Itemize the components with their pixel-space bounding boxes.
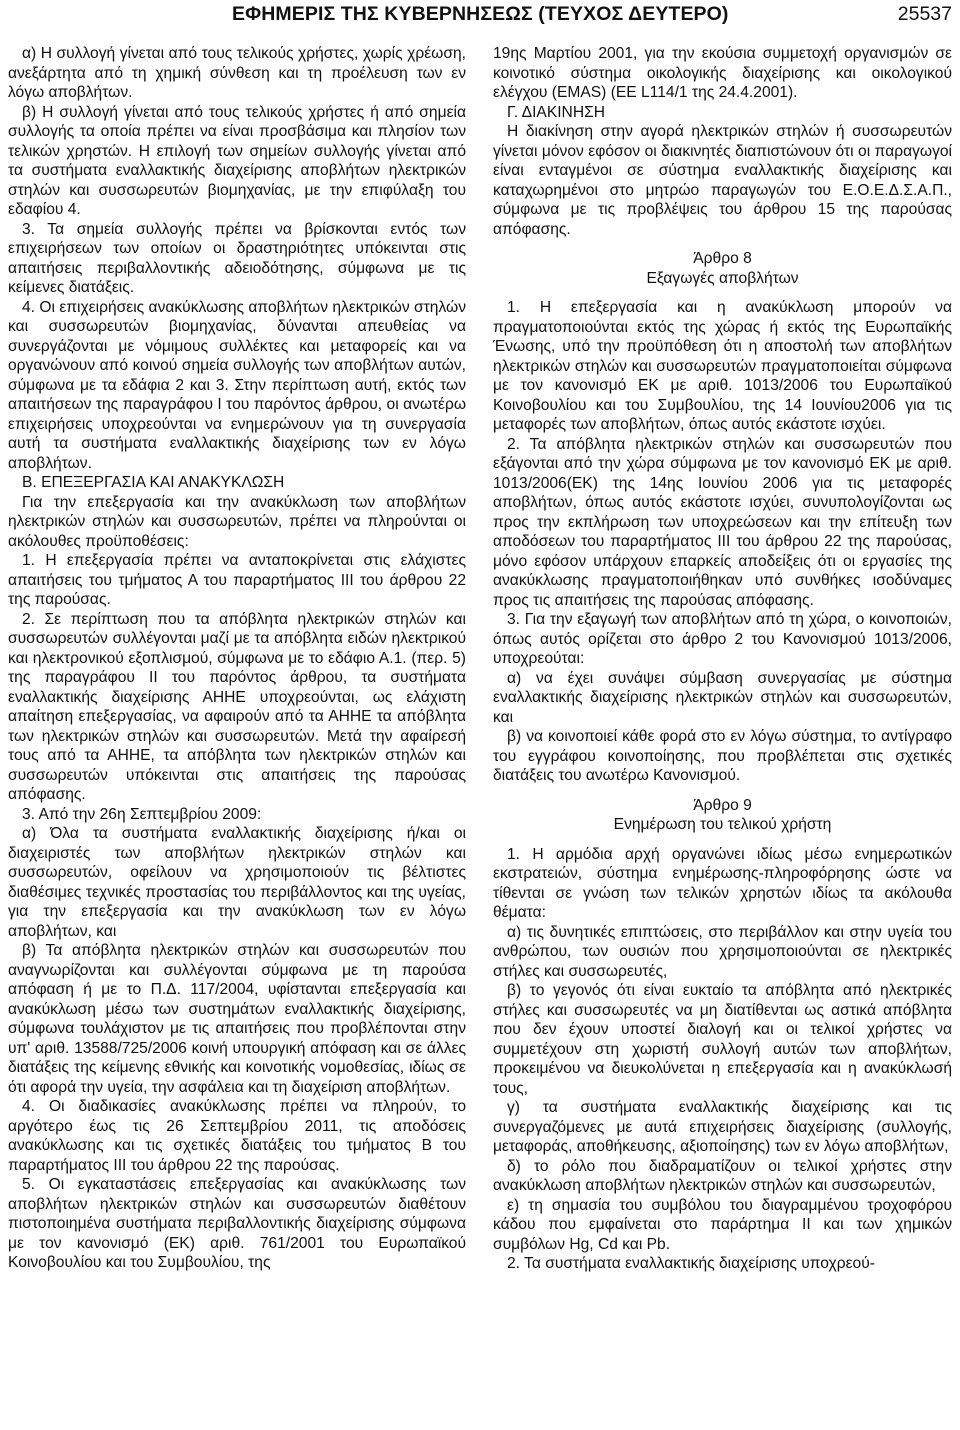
paragraph: 19ης Μαρτίου 2001, για την εκούσια συμμετοχή οργανισμών σε κοινοτικό σύστημα οικολογικής διαχείρισης και οικολογικού ελέγχου (EMAS) (ΕΕ L114/1 της 24.4.2001). <box>493 45 952 101</box>
paragraph: 1. Η επεξεργασία πρέπει να ανταποκρίνεται στις ελάχιστες απαιτήσεις του τμήματος Α του παραρτήματος III του άρθρου 22 της παρούσας. <box>8 552 466 608</box>
paragraph: 2. Τα συστήματα εναλλακτικής διαχείρισης υποχρεού- <box>507 1255 875 1272</box>
paragraph: ε) τη σημασία του συμβόλου του διαγραμμένου τροχοφόρου κάδου που εμφαίνεται στο παράρτημα ΙΙ και των χημικών συμβόλων Hg, Cd και Pb. <box>493 1196 952 1253</box>
paragraph: 2. Σε περίπτωση που τα απόβλητα ηλεκτρικών στηλών και συσσωρευτών συλλέγονται μαζί με τα απόβλητα ειδών ηλεκτρικού και ηλεκτρονικού εξοπλισμού, σύμφωνα με το εδάφιο Α.1. (περ. 5) της παραγράφου ΙΙ του παρόντος άρθρου, τα συστήματα εναλλακτικής διαχείρισης ΑΗΗΕ υποχρεούνται, ως ελάχιστη απαίτηση επεξεργασίας, να αφαιρούν από τα ΑΗΗΕ τα απόβλητα των ηλεκτρικών στηλών και συσσωρευτών. Μετά την αφαίρεσή τους από τα ΑΗΗΕ, τα απόβλητα των ηλεκτρικών στηλών και συσσωρευτών υπόκεινται στις απαιτήσεις της παρούσας απόφασης. <box>8 610 466 803</box>
paragraph: β) Τα απόβλητα ηλεκτρικών στηλών και συσσωρευτών που αναγνωρίζονται και συλλέγονται σύμφωνα με τη παρούσα απόφαση ή με το Π.Δ. 117/2004, υφίστανται επεξεργασία και ανακύκλωση μέσω των συστημάτων εναλλακτικής διαχείρισης, σύμφωνα τουλάχιστον με τις απαιτήσεις που προβλέπονται στην υπ' αριθ. 13588/725/2006 κοινή υπουργική απόφαση και σε άλλες διατάξεις της κείμενης εθνικής και κοινοτικής νομοθεσίας, ιδίως σε ότι αφορά την υγεία, την ασφάλεια και τη διαχείριση αποβλήτων. <box>8 942 466 1096</box>
page-number: 25537 <box>897 3 952 25</box>
section-heading: Γ. ΔΙΑΚΙΝΗΣΗ <box>507 103 605 121</box>
paragraph: β) το γεγονός ότι είναι ευκταίο τα απόβλητα από ηλεκτρικές στήλες και συσσωρευτές να μη διατίθενται ως αστικά απόβλητα που δεν έχουν υποστεί διαλογή και οι τελικοί χρήστες να συμμετέχουν στη χωριστή συλλογή αυτών των αποβλήτων, προκειμένου να διευκολύνεται η επεξεργασία και η ανακύκλωσή τους, <box>493 982 952 1097</box>
paragraph: Για την επεξεργασία και την ανακύκλωση των αποβλήτων ηλεκτρικών στηλών και συσσωρευτών, πρέπει να πληρούνται οι ακόλουθες προϋποθέσεις: <box>8 493 466 550</box>
paragraph: Η διακίνηση στην αγορά ηλεκτρικών στηλών ή συσσωρευτών γίνεται μόνον εφόσον οι διακινητές διαπιστώνουν ότι οι παραγωγοί είναι ενταγμένοι σε σύστημα εναλλακτικής διαχείρισης και καταχωρημένοι στο μητρώο παραγωγών του Ε.Ο.Ε.Δ.Σ.Α.Π., σύμφωνα με τις προβλέψεις του άρθρου 15 της παρούσας απόφασης. <box>493 123 952 238</box>
article-8-title: Άρθρο 8 <box>693 250 752 267</box>
page-header <box>0 0 960 32</box>
paragraph: α) να έχει συνάψει σύμβαση συνεργασίας με σύστημα εναλλακτικής διαχείρισης ηλεκτρικών στηλών και συσσωρευτών, και <box>493 669 952 726</box>
paragraph: α) τις δυνητικές επιπτώσεις, στο περιβάλλον και στην υγεία του ανθρώπου, των ουσιών που χρησιμοποιούνται σε ηλεκτρικές στήλες και συσσωρευτές, <box>493 923 952 980</box>
paragraph: 4. Οι διαδικασίες ανακύκλωσης πρέπει να πληρούν, το αργότερο έως τις 26 Σεπτεμβρίου 2011, τις αποδόσεις ανακύκλωσης και τις σχετικές διατάξεις του τμήματος Β του παραρτήματος III του άρθρου 22 της παρούσας. <box>8 1098 466 1174</box>
paragraph: 1. Η επεξεργασία και η ανακύκλωση μπορούν να πραγματοποιούνται εκτός της χώρας ή εκτός της Ευρωπαϊκής Ένωσης, υπό την προϋπόθεση ότι η αποστολή των αποβλήτων ηλεκτρικών στηλών και συσσωρευτών πραγματοποιείται σύμφωνα με τον κανονισμό ΕΚ με αριθ. 1013/2006 του Ευρωπαϊκού Κοινοβουλίου και του Συμβουλίου, της 14 Ιουνίου2006 για τις μεταφορές των αποβλήτων, όπως αυτός εκάστοτε ισχύει. <box>493 299 952 433</box>
paragraph: β) να κοινοποιεί κάθε φορά στο εν λόγω σύστημα, το αντίγραφο του εγγράφου κοινοποίησης, που προβλέπεται στις σχετικές διατάξεις του ανωτέρω Κανονισμού. <box>493 728 952 784</box>
paragraph: β) Η συλλογή γίνεται από τους τελικούς χρήστες ή από σημεία συλλογής τα οποία πρέπει να είναι προσβάσιμα και πλησίον των τελικών χρηστών. Η επιλογή των σημείων συλλογής γίνεται από τα συστήματα εναλλακτικής διαχείρισης αποβλήτων ηλεκτρικών στηλών και συσσωρευτών βιομηχανίας, με την επιφύλαξη του εδαφίου 4. <box>8 103 466 218</box>
paragraph: 4. Οι επιχειρήσεις ανακύκλωσης αποβλήτων ηλεκτρικών στηλών και συσσωρευτών βιομηχανίας, δύνανται απευθείας να συνεργάζονται με νόμιμους συλλέκτες και μεταφορείς και να οργανώνουν από κοινού σημεία συλλογής των αποβλήτων αυτών, σύμφωνα με τα εδάφια 2 και 3. Στην περίπτωση αυτή, εκτός των απαιτήσεων της παραγράφου Ι του παρόντος άρθρου, οι ανωτέρω επιχειρήσεις υποχρεούνται να ενημερώνουν για τη συνεργασία αυτή τα συστήματα εναλλακτικής διαχείρισης των εν λόγω αποβλήτων. <box>8 298 466 472</box>
paragraph: 5. Οι εγκαταστάσεις επεξεργασίας και ανακύκλωσης των αποβλήτων ηλεκτρικών στηλών και συσσωρευτών διαθέτουν πιστοποιημένα συστήματα περιβαλλοντικής διαχείρισης σύμφωνα με τον κανονισμό (ΕΚ) αριθ. 761/2001 του Ευρωπαϊκού Κοινοβουλίου και του Συμβουλίου, της <box>8 1176 466 1271</box>
paragraph: 3. Τα σημεία συλλογής πρέπει να βρίσκονται εντός των επιχειρήσεων των οποίων οι δραστηριότητες υπόκεινται στις απαιτήσεις περιβαλλοντικής αδειοδότησης, σύμφωνα με τις κείμενες διατάξεις. <box>8 220 466 296</box>
paragraph: 2. Τα απόβλητα ηλεκτρικών στηλών και συσσωρευτών που εξάγονται από την χώρα σύμφωνα με τον κανονισμό ΕΚ με αριθ. 1013/2006(ΕΚ) της 14ης Ιουνίου 2006 για τις μεταφορές αποβλήτων, όπως αυτός εκάστοτε ισχύει, συνυπολογίζονται ως προς την εκπλήρωση των υποχρεώσεων και την επίτευξη των αποδόσεων του παραρτήματος III του άρθρου 22 της παρούσας, μόνο εφόσον υπάρχουν επαρκείς αποδείξεις ότι οι εργασίες της ανακύκλωσης πραγματοποιήθηκαν υπό συνθήκες ισοδύναμες προς τις απαιτήσεις της παρούσας απόφασης. <box>493 435 952 609</box>
paragraph: α) Η συλλογή γίνεται από τους τελικούς χρήστες, χωρίς χρέωση, ανεξάρτητα από τη χημική σύνθεση και τη προέλευση των εν λόγω αποβλήτων. <box>8 45 466 101</box>
paragraph: 3. Για την εξαγωγή των αποβλήτων από τη χώρα, ο κοινοποιών, όπως αυτός ορίζεται στο άρθρο 2 του Κανονισμού 1013/2006, υποχρεούται: <box>493 611 952 667</box>
article-8-subtitle: Εξαγωγές αποβλήτων <box>646 269 799 287</box>
paragraph: α) Όλα τα συστήματα εναλλακτικής διαχείρισης ή/και οι διαχειριστές των αποβλήτων ηλεκτρικών στηλών και συσσωρευτών, οφείλουν να χρησιμοποιούν τις βέλτιστες διαθέσιμες τεχνικές προστασίας του περιβάλλοντος και της υγείας, για την επεξεργασία και την ανακύκλωση των εν λόγω αποβλήτων, και <box>8 825 466 940</box>
paragraph: γ) τα συστήματα εναλλακτικής διαχείρισης και τις συνεργαζόμενες με αυτά επιχειρήσεις διαχείρισης (συλλογής, μεταφοράς, αποθήκευσης, αξιοποίησης) των εν λόγω αποβλήτων, <box>493 1099 952 1155</box>
paragraph: Β. ΕΠΕΞΕΡΓΑΣΙΑ ΚΑΙ ΑΝΑΚΥΚΛΩΣΗ <box>22 474 285 491</box>
article-9-title: Άρθρο 9 <box>693 796 752 814</box>
right-column <box>493 44 952 1274</box>
paragraph: 1. Η αρμόδια αρχή οργανώνει ιδίως μέσω ενημερωτικών εκστρατειών, σύστημα ενημέρωσης-πληροφόρησης ώστε να τίθενται σε γνώση των τελικών χρηστών ιδίως τα ακόλουθα θέματα: <box>493 845 952 921</box>
paragraph: δ) το ρόλο που διαδραματίζουν οι τελικοί χρήστες στην ανακύκλωση αποβλήτων ηλεκτρικών στηλών και συσσωρευτών, <box>493 1157 952 1194</box>
left-column <box>8 44 466 1273</box>
paragraph: 3. Από την 26η Σεπτεμβρίου 2009: <box>22 805 262 823</box>
gazette-title: ΕΦΗΜΕΡΙΣ ΤΗΣ ΚΥΒΕΡΝΗΣΕΩΣ (ΤΕΥΧΟΣ ΔΕΥΤΕΡΟ) <box>232 3 729 25</box>
article-9-subtitle: Ενημέρωση του τελικού χρήστη <box>613 816 832 833</box>
